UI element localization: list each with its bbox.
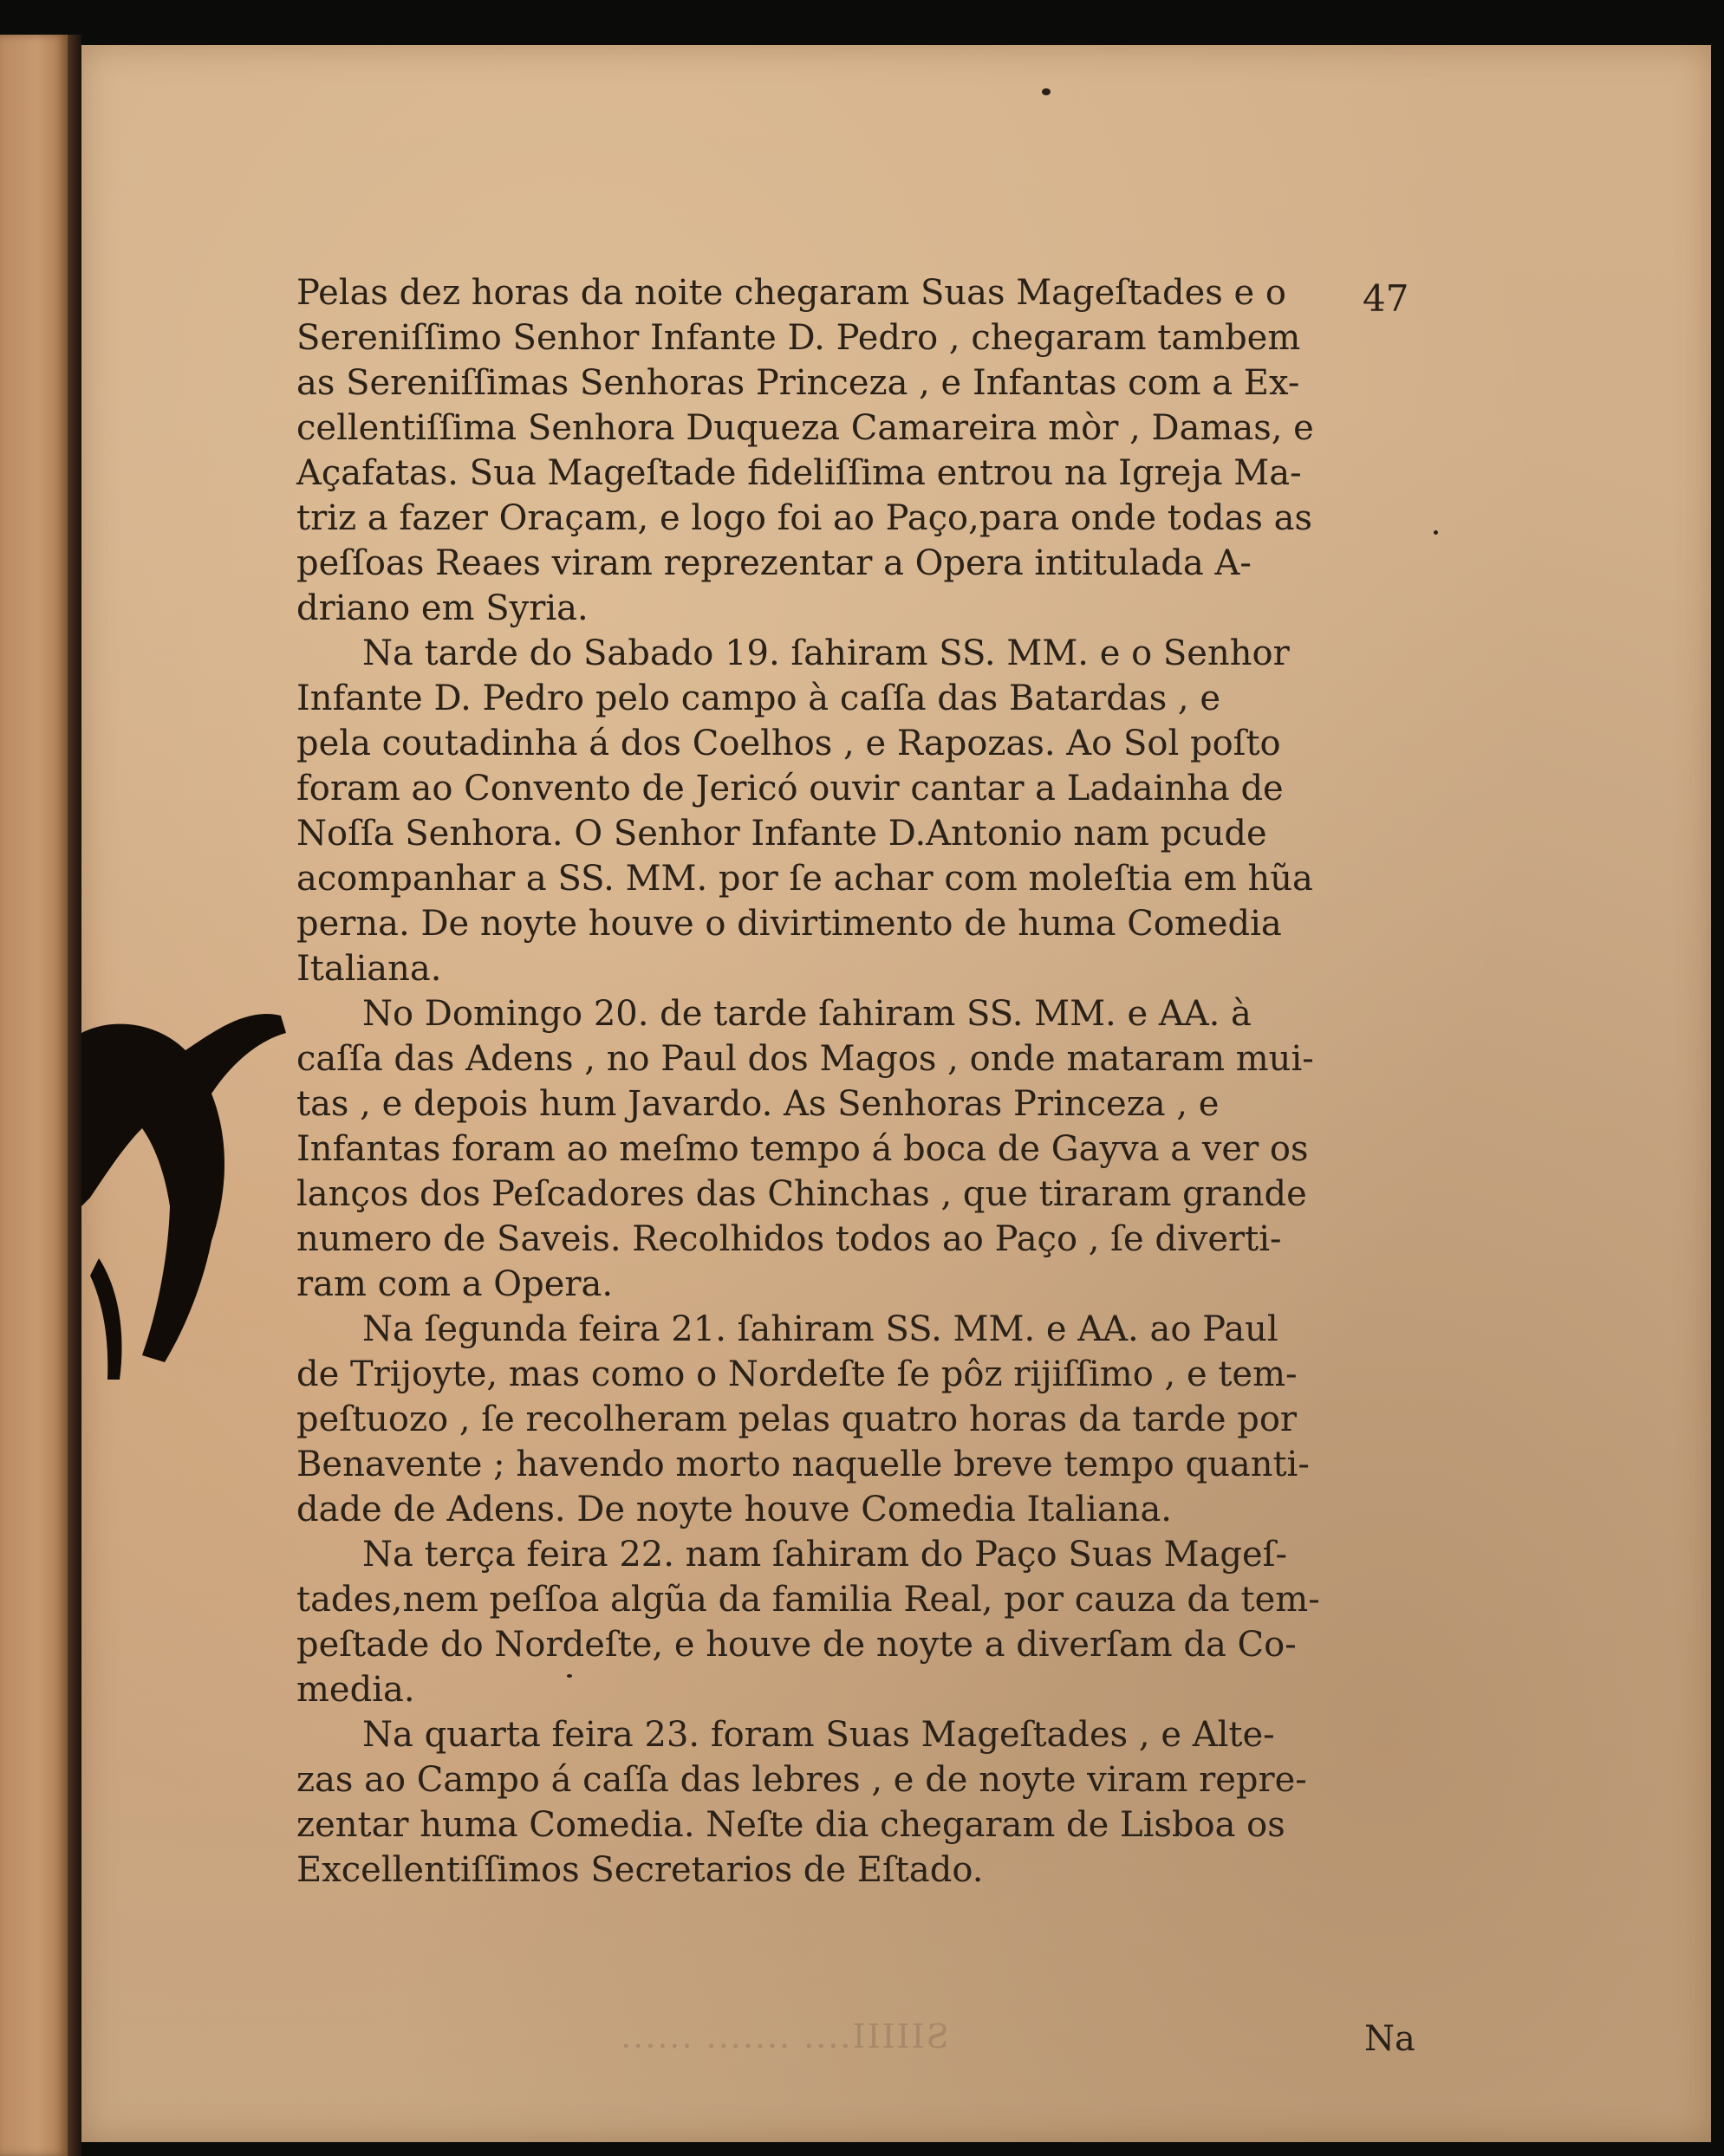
text-line: de Trijoyte, mas como o Nordeſte ſe pôz rijiſſimo , e tem-: [296, 1354, 1298, 1394]
paper-speck: [1434, 530, 1438, 535]
text-line: foram ao Convento de Jericó ouvir cantar a Ladainha de: [296, 769, 1284, 808]
book-page: [81, 45, 1711, 2142]
text-line: Pelas dez horas da noite chegaram Suas Mageſtades e o: [296, 273, 1287, 313]
text-line: Na quarta feira 23. foram Suas Mageſtades , e Alte-: [362, 1715, 1275, 1755]
text-line: Noſſa Senhora. O Senhor Infante D.Antonio nam pcude: [296, 814, 1267, 854]
text-line: peſtade do Nordeſte, e houve de noyte a diverſam da Co-: [296, 1625, 1297, 1665]
text-line: peſſoas Reaes viram reprezentar a Opera intitulada A-: [296, 543, 1252, 583]
text-line: ram com a Opera.: [296, 1264, 614, 1304]
text-line: caſſa das Adens , no Paul dos Magos , onde mataram mui-: [296, 1039, 1314, 1079]
text-line: zas ao Campo á caſſa das lebres , e de noyte viram repre-: [296, 1760, 1307, 1800]
text-line: No Domingo 20. de tarde ſahiram SS. MM. e AA. à: [362, 994, 1252, 1034]
text-line: as Sereniſſimas Senhoras Princeza , e Infantas com a Ex-: [296, 363, 1300, 403]
adjacent-page-edge: [0, 35, 68, 2156]
text-line: Benavente ; havendo morto naquelle breve tempo quanti-: [296, 1445, 1310, 1484]
page-number: 47: [1363, 277, 1409, 320]
text-line: numero de Saveis. Recolhidos todos ao Paço , ſe diverti-: [296, 1219, 1282, 1259]
catchword: Na: [1364, 2019, 1415, 2059]
body-text: [296, 270, 1441, 1893]
text-line: Infante D. Pedro pelo campo à caſſa das Batardas , e: [296, 679, 1221, 718]
text-line: peſtuozo , ſe recolheram pelas quatro horas da tarde por: [296, 1399, 1298, 1439]
text-line: zentar huma Comedia. Neſte dia chegaram de Lisboa os: [296, 1805, 1285, 1845]
text-line: Na terça feira 22. nam ſahiram do Paço Suas Mageſ-: [362, 1535, 1287, 1575]
text-line: tas , e depois hum Javardo. As Senhoras Princeza , e: [296, 1084, 1220, 1124]
text-line: dade de Adens. De noyte houve Comedia Italiana.: [296, 1490, 1172, 1529]
ink-stain: [81, 998, 290, 1414]
text-line: driano em Syria.: [296, 588, 589, 628]
text-line: lanços dos Peſcadores das Chinchas , que tiraram grande: [296, 1174, 1307, 1214]
book-gutter: [68, 35, 81, 2156]
bleed-through-text: SIIIII.... ....... ......: [619, 2017, 949, 2055]
text-line: pela coutadinha á dos Coelhos , e Rapozas. Ao Sol poſto: [296, 724, 1281, 763]
text-line: Infantas foram ao meſmo tempo á boca de Gayva a ver os: [296, 1129, 1309, 1169]
text-line: acompanhar a SS. MM. por ſe achar com moleſtia em hũa: [296, 859, 1313, 899]
text-line: cellentiſſima Senhora Duqueza Camareira mòr , Damas, e: [296, 408, 1314, 448]
text-line: Açafatas. Sua Mageſtade fideliſſima entrou na Igreja Ma-: [296, 453, 1302, 493]
text-line: Italiana.: [296, 949, 442, 989]
text-line: media.: [296, 1670, 415, 1710]
text-line: triz a fazer Oraçam, e logo foi ao Paço,para onde todas as: [296, 498, 1313, 538]
text-line: Excellentiſſimos Secretarios de Eſtado.: [296, 1850, 984, 1890]
text-line: Sereniſſimo Senhor Infante D. Pedro , chegaram tambem: [296, 318, 1301, 358]
text-line: tades,nem peſſoa algũa da familia Real, por cauza da tem-: [296, 1580, 1320, 1620]
text-line: Na ſegunda feira 21. ſahiram SS. MM. e AA. ao Paul: [362, 1309, 1278, 1349]
paper-speck: [1042, 88, 1051, 95]
paper-speck: [567, 1674, 572, 1678]
text-line: Na tarde do Sabado 19. ſahiram SS. MM. e o Senhor: [362, 633, 1290, 673]
text-line: perna. De noyte houve o divirtimento de huma Comedia: [296, 904, 1282, 944]
